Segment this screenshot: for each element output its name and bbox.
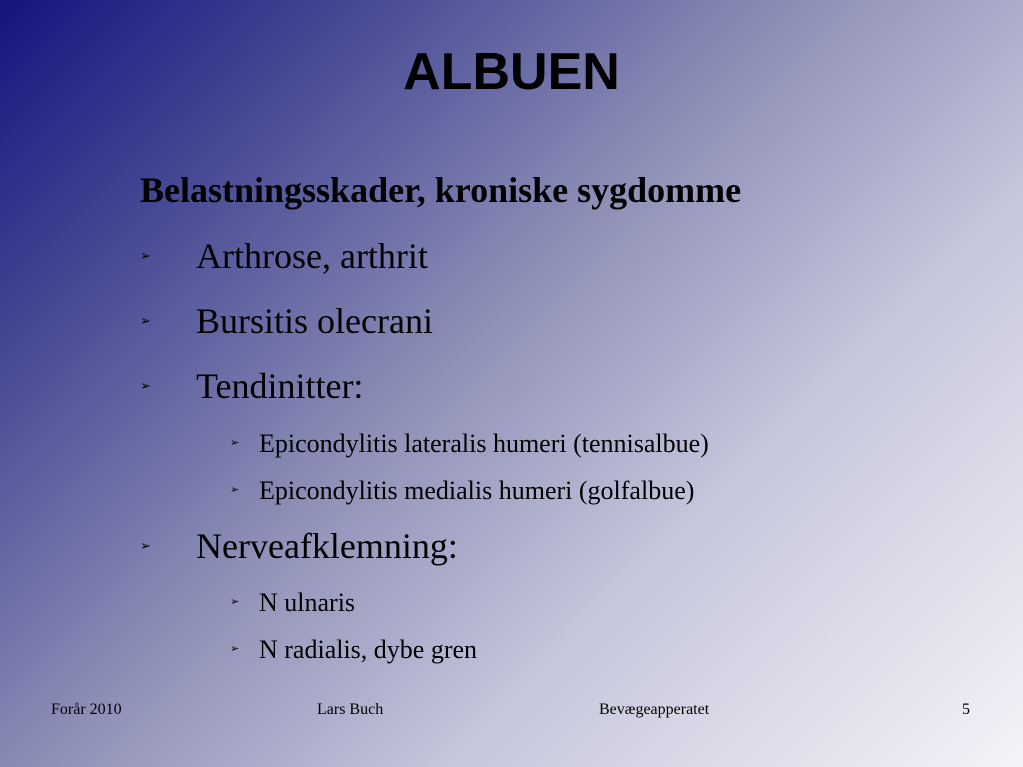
slide-subtitle: Belastningsskader, kroniske sygdomme (140, 170, 742, 210)
sub-item-label: N ulnaris (259, 588, 356, 617)
bullet-item-label: Arthrose, arthrit (196, 236, 428, 276)
arrow-bullet-icon: ➢ (140, 312, 151, 328)
footer-course: Bevægeapperatet (599, 701, 710, 718)
sub-item-label: Epicondylitis lateralis humeri (tennisalbue) (259, 429, 709, 458)
bullet-item-label: Nerveafklemning: (196, 526, 458, 566)
arrow-bullet-icon: ➢ (140, 377, 151, 393)
footer-date: Forår 2010 (51, 701, 122, 718)
sub-item-epicondylitis-lateralis (230, 428, 709, 462)
sub-item-epicondylitis-medialis (230, 475, 694, 509)
bullet-item-arthrose (140, 234, 428, 282)
arrow-bullet-icon: ➢ (230, 643, 240, 656)
slide-title: ALBUEN (403, 43, 620, 101)
bullet-item-tendinitter (140, 364, 363, 412)
sub-item-n-ulnaris (230, 587, 355, 621)
arrow-bullet-icon: ➢ (140, 537, 151, 553)
sub-item-n-radialis (230, 634, 477, 668)
bullet-item-label: Tendinitter: (196, 366, 364, 406)
bullet-item-bursitis (140, 299, 433, 347)
footer-author: Lars Buch (317, 701, 384, 718)
bullet-item-label: Bursitis olecrani (196, 301, 433, 341)
arrow-bullet-icon: ➢ (230, 484, 240, 497)
footer-page-number: 5 (962, 701, 970, 718)
arrow-bullet-icon: ➢ (230, 437, 240, 450)
arrow-bullet-icon: ➢ (140, 247, 151, 263)
sub-item-label: N radialis, dybe gren (259, 635, 478, 664)
bullet-item-nerveafklemning (140, 524, 458, 572)
sub-item-label: Epicondylitis medialis humeri (golfalbue) (259, 476, 695, 505)
arrow-bullet-icon: ➢ (230, 596, 240, 609)
